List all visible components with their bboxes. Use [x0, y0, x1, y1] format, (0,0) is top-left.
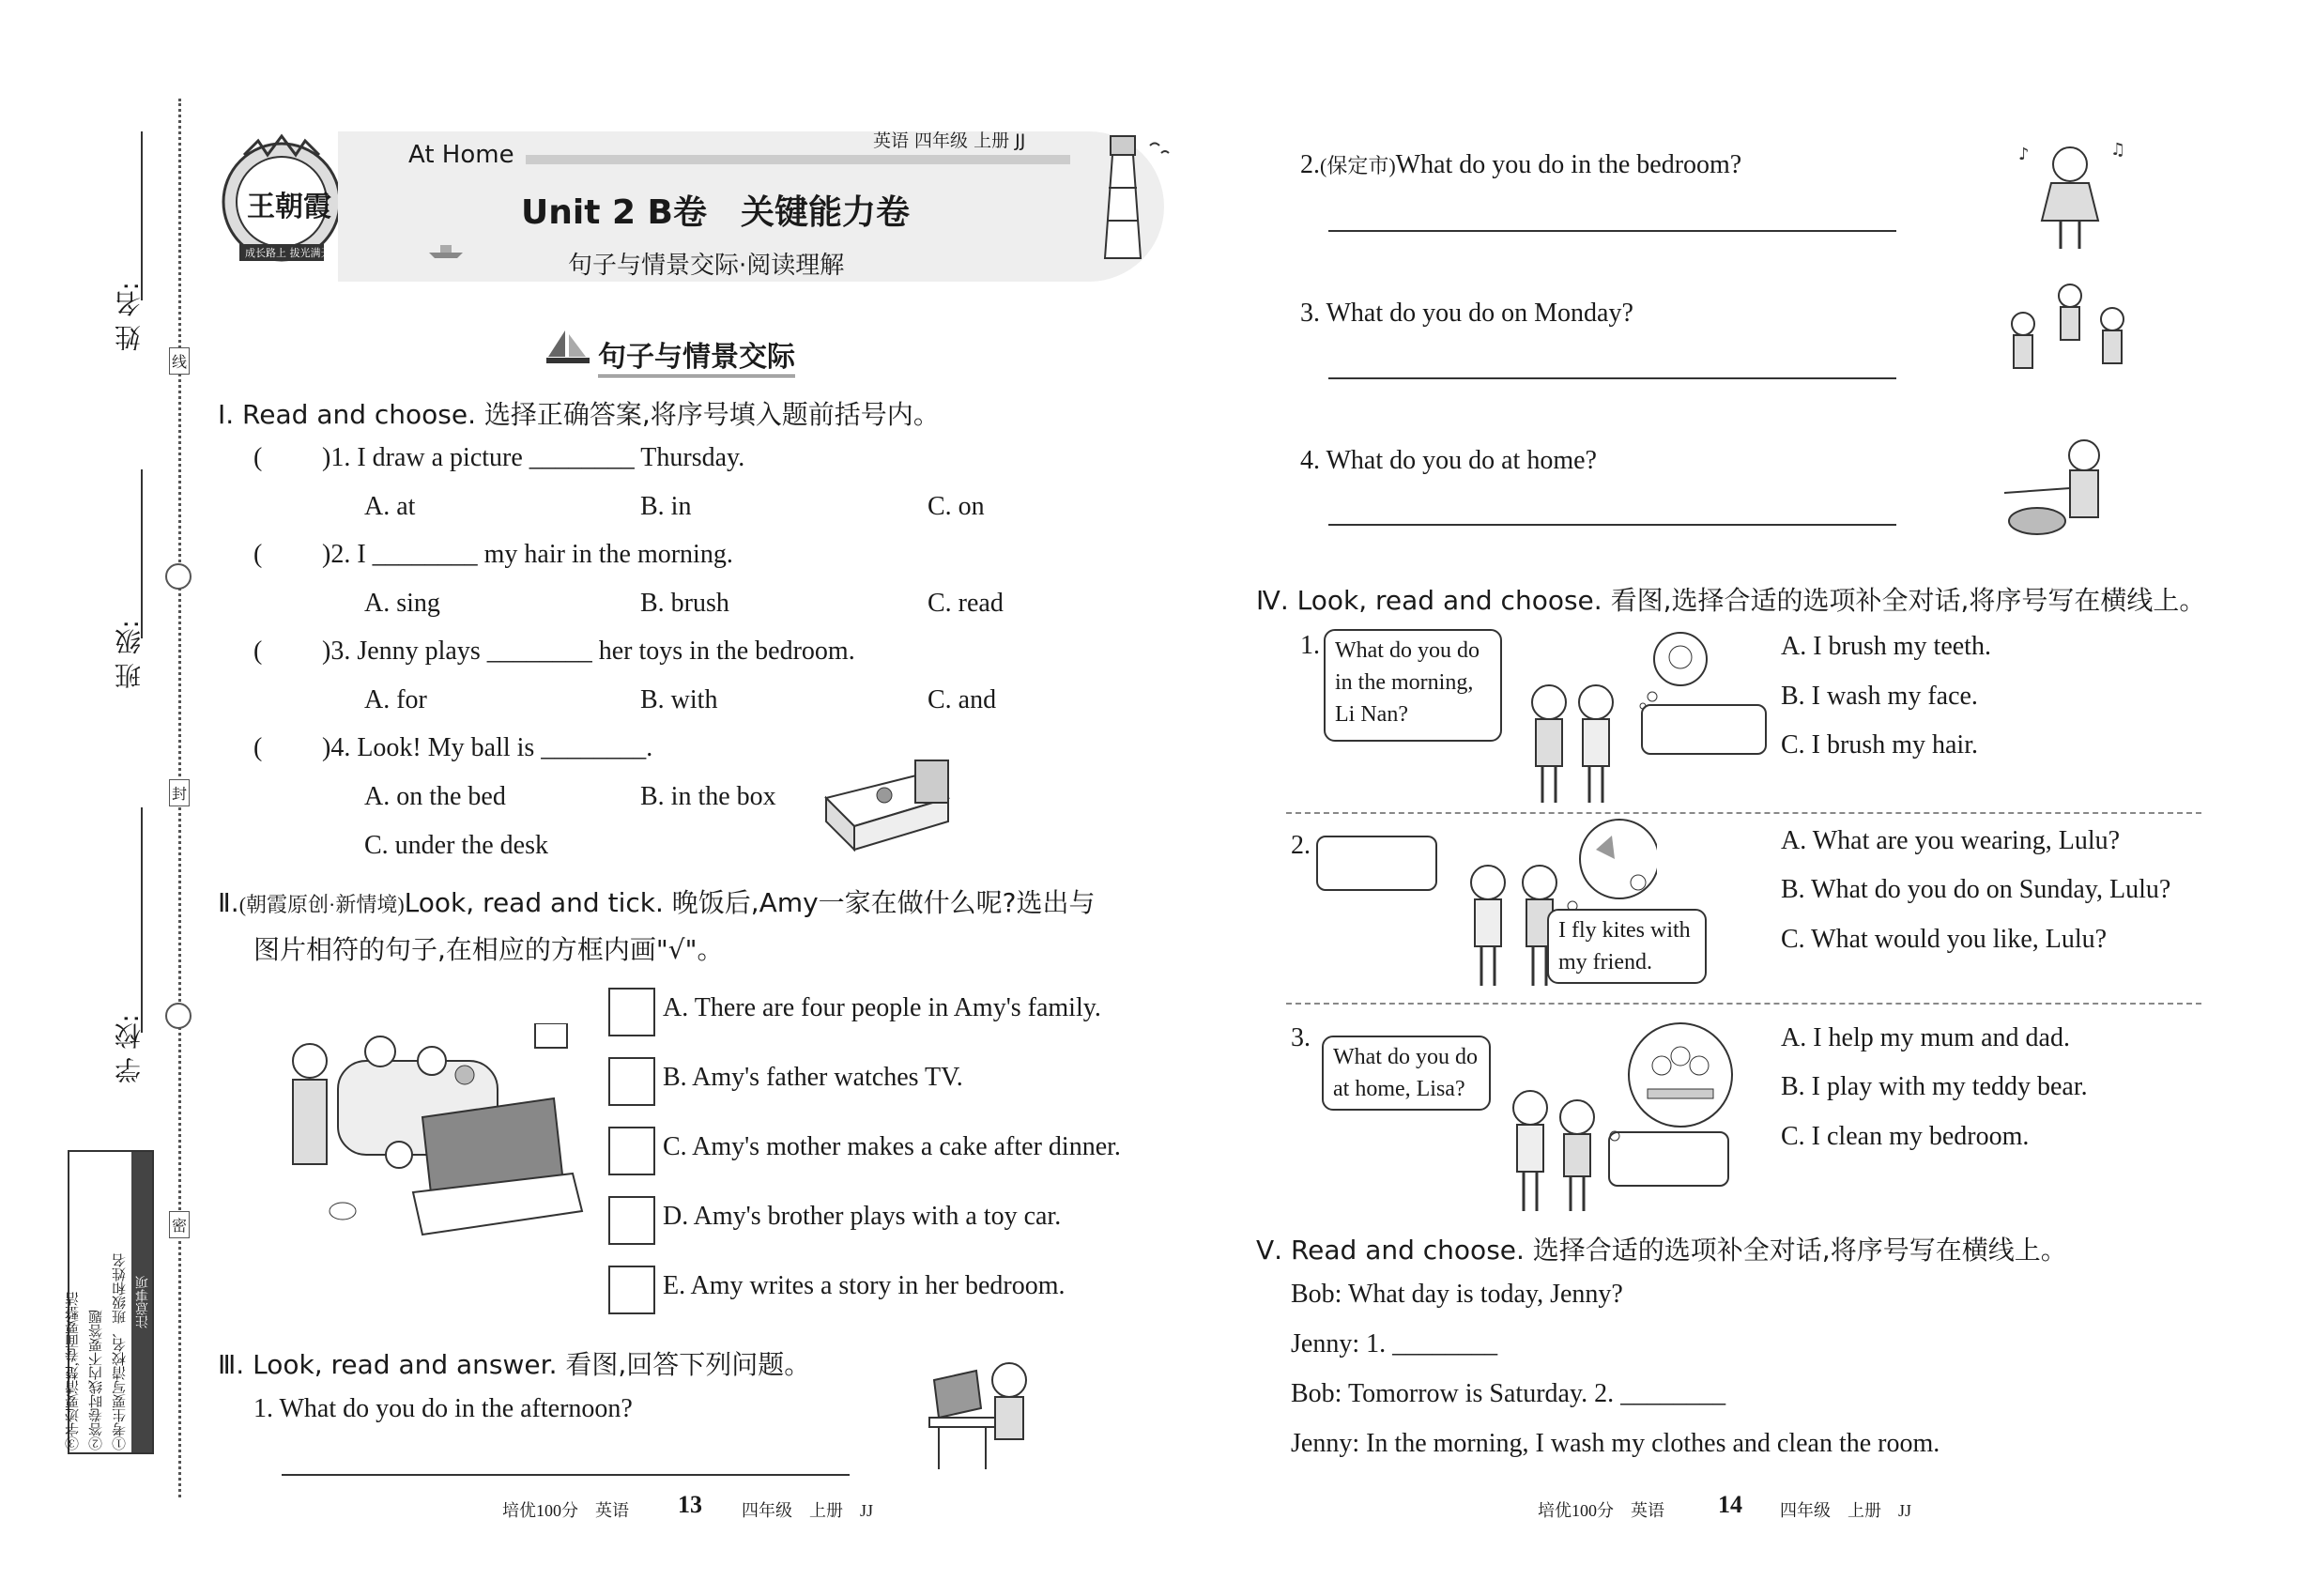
section-banner: 句子与情景交际	[598, 333, 795, 377]
part3-q1: 1. What do you do in the afternoon?	[253, 1394, 633, 1423]
part3-q2-text: What do you do in the bedroom?	[1395, 150, 1742, 179]
q2-option-c: C. read	[928, 589, 1004, 618]
part1-title: Ⅰ. Read and choose. 选择正确答案,将序号填入题前括号内。	[218, 399, 940, 430]
dialog-line: Bob: Tomorrow is Saturday. 2. ________	[1291, 1379, 1726, 1408]
binding-hole-icon	[165, 563, 192, 590]
answer-bubble-3[interactable]	[1608, 1131, 1729, 1187]
q3-option-b: B. with	[640, 685, 718, 714]
q1-text: )1. I draw a picture ________ Thursday.	[322, 443, 745, 472]
part4-title: Ⅳ. Look, read and choose. 看图,选择合适的选项补全对话,将序号写在横线上。	[1256, 585, 2206, 616]
part3-q2-number: 2.	[1300, 150, 1320, 179]
part2-option-b: B. Amy's father watches TV.	[663, 1063, 963, 1092]
divider	[1286, 812, 2201, 814]
answer-line-4[interactable]	[1328, 524, 1896, 526]
page-title: Unit 2 B卷 关键能力卷	[521, 193, 910, 232]
part2-number: Ⅱ.	[218, 887, 239, 918]
cut-mark-1: 线	[169, 347, 190, 375]
q2-text: )2. I ________ my hair in the morning.	[322, 540, 733, 569]
class-field[interactable]	[141, 469, 143, 638]
footer-series: 培优100分 英语	[1538, 1501, 1664, 1520]
part2-option-a: A. There are four people in Amy's family.	[663, 993, 1101, 1022]
unit-topic: At Home	[408, 141, 514, 169]
footer-grade: 四年级 上册 JJ	[1780, 1501, 1912, 1520]
q3-option-c: C. and	[928, 685, 997, 714]
sailboat-icon	[544, 329, 591, 366]
page-number: 14	[1718, 1491, 1742, 1518]
notice-item: ②答卷时线内不要答题	[89, 1310, 104, 1450]
tick-box-d[interactable]	[608, 1196, 655, 1245]
part2-option-e: E. Amy writes a story in her bedroom.	[663, 1271, 1066, 1300]
answer-paren-4[interactable]: (	[253, 733, 263, 762]
part4-item1-option-b: B. I wash my face.	[1781, 682, 1978, 711]
q4-text: )4. Look! My ball is ________.	[322, 733, 653, 762]
part2-tag: (朝霞原创·新情境)	[238, 893, 405, 916]
class-label: 班 级:	[114, 620, 145, 690]
answer-bubble-1[interactable]	[1641, 704, 1767, 755]
part2-option-d: D. Amy's brother plays with a toy car.	[663, 1202, 1062, 1231]
part4-item2-number: 2.	[1291, 831, 1311, 860]
part3-q2-tag: (保定市)	[1320, 154, 1396, 177]
part4-item3-number: 3.	[1291, 1023, 1311, 1052]
page-number: 13	[678, 1491, 702, 1518]
dialog-line: Jenny: In the morning, I wash my clothes and clean the room.	[1291, 1429, 1940, 1458]
part4-item2-option-a: A. What are you wearing, Lulu?	[1781, 826, 2121, 855]
footer-grade: 四年级 上册 JJ	[742, 1501, 874, 1520]
school-field[interactable]	[141, 807, 143, 1033]
part2-instruction: Look, read and tick. 晚饭后,Amy一家在做什么呢?选出与	[404, 887, 1096, 918]
part3-q4: 4. What do you do at home?	[1300, 446, 1597, 475]
speech-bubble: I fly kites with my friend.	[1547, 909, 1707, 984]
q3-option-a: A. for	[364, 685, 427, 714]
speech-bubble: What do you do at home, Lisa?	[1322, 1036, 1491, 1111]
school-label: 学 校:	[114, 1014, 145, 1084]
part4-item1-option-a: A. I brush my teeth.	[1781, 632, 1991, 661]
bed-picture	[817, 756, 958, 854]
topic-rule	[526, 155, 1070, 164]
part4-item3-option-c: C. I clean my bedroom.	[1781, 1122, 2030, 1151]
part4-item2-option-c: C. What would you like, Lulu?	[1781, 925, 2108, 954]
speech-bubble: What do you do in the morning, Li Nan?	[1324, 629, 1502, 742]
svg-text:♫: ♫	[2110, 140, 2126, 160]
page-subtitle: 句子与情景交际·阅读理解	[568, 252, 845, 280]
divider	[1286, 1003, 2201, 1005]
q2-option-a: A. sing	[364, 589, 440, 618]
notice-box	[68, 1150, 154, 1454]
answer-paren-3[interactable]: (	[253, 637, 263, 666]
family-picture	[272, 1023, 591, 1239]
dialog-line: Bob: What day is today, Jenny?	[1291, 1280, 1623, 1309]
notice-item: ③字迹要清楚,卷面要整洁	[66, 1292, 81, 1450]
answer-line-1[interactable]	[282, 1474, 850, 1476]
girl-cleaning-picture	[1995, 427, 2136, 554]
subject-meta: 英语 四年级 上册 JJ	[873, 130, 1026, 151]
cut-mark-3: 密	[169, 1211, 190, 1238]
q4-option-a: A. on the bed	[364, 782, 506, 811]
tick-box-c[interactable]	[608, 1127, 655, 1175]
answer-line-2[interactable]	[1328, 230, 1896, 232]
part5-title: Ⅴ. Read and choose. 选择合适的选项补全对话,将序号写在横线上。	[1256, 1235, 2067, 1266]
tick-box-b[interactable]	[608, 1057, 655, 1106]
q4-option-c: C. under the desk	[364, 831, 548, 860]
singing-girl-picture	[2009, 131, 2131, 253]
q1-option-b: B. in	[640, 492, 692, 521]
kids-playing-picture	[2000, 277, 2140, 394]
logo-slogan: 成长路上 拔光满天	[245, 247, 331, 259]
answer-bubble-2[interactable]	[1316, 836, 1437, 891]
logo	[211, 127, 352, 268]
q2-option-b: B. brush	[640, 589, 729, 618]
part4-item3-option-b: B. I play with my teddy bear.	[1781, 1072, 2088, 1101]
dialog-line: Jenny: 1. ________	[1291, 1329, 1498, 1358]
part3-q3: 3. What do you do on Monday?	[1300, 299, 1633, 328]
answer-paren-2[interactable]: (	[253, 540, 263, 569]
lighthouse-icon	[1075, 127, 1178, 268]
footer-series: 培优100分 英语	[502, 1501, 629, 1520]
ship-icon	[427, 239, 465, 260]
logo-text: 王朝霞	[247, 192, 331, 223]
part2-instruction-line2: 图片相符的句子,在相应的方框内画"√"。	[253, 934, 724, 965]
part3-q2	[1300, 150, 1741, 180]
cut-mark-2: 封	[169, 779, 190, 806]
notice-item: ①考生要写清校名、班级和姓名	[113, 1253, 128, 1450]
tick-box-e[interactable]	[608, 1266, 655, 1314]
part4-item1-number: 1.	[1300, 631, 1320, 660]
tick-box-a[interactable]	[608, 988, 655, 1036]
part2-title	[218, 882, 1096, 920]
binding-hole-icon	[165, 1003, 192, 1029]
notice-title: 注意事项	[131, 1152, 152, 1452]
q1-option-c: C. on	[928, 492, 985, 521]
name-label: 姓 名:	[114, 282, 145, 352]
computer-boy-picture	[925, 1352, 1047, 1474]
q3-text: )3. Jenny plays ________ her toys in the bedroom.	[322, 637, 855, 666]
answer-line-3[interactable]	[1328, 377, 1896, 379]
part4-item1-option-c: C. I brush my hair.	[1781, 730, 1978, 760]
part4-item3-option-a: A. I help my mum and dad.	[1781, 1023, 2070, 1052]
q1-option-a: A. at	[364, 492, 416, 521]
svg-text:♪: ♪	[2018, 145, 2030, 164]
answer-paren-1[interactable]: (	[253, 443, 263, 472]
part4-item2-option-b: B. What do you do on Sunday, Lulu?	[1781, 875, 2171, 904]
part2-option-c: C. Amy's mother makes a cake after dinner.	[663, 1132, 1121, 1161]
part3-title: Ⅲ. Look, read and answer. 看图,回答下列问题。	[218, 1349, 811, 1380]
name-field[interactable]	[141, 131, 143, 300]
q4-option-b: B. in the box	[640, 782, 776, 811]
